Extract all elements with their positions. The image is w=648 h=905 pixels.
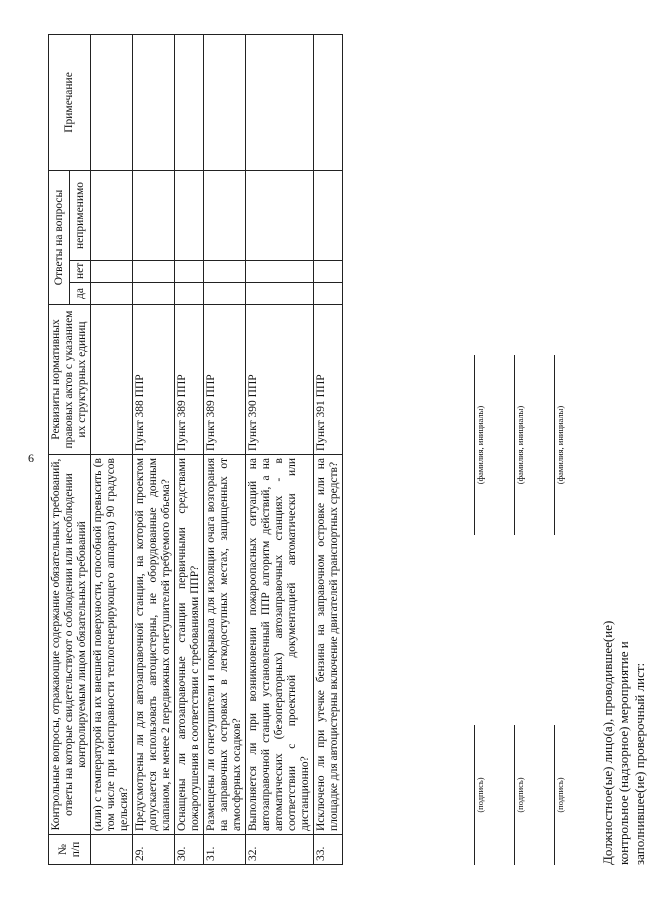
answer-yes-cell[interactable] — [175, 283, 204, 305]
table-header-row — [49, 34, 70, 864]
row-question: Выполняется ли при возникновении пожароопасных ситуаций на автозаправочной станции установленный ППР алгоритм действий, а на автоматических (безоператорных) автозаправочных станциях - в соответствии с проектной документацией автоматически или дистанционно? — [246, 455, 314, 835]
table-row — [133, 34, 175, 864]
row-ref: Пункт 390 ППР — [246, 305, 314, 455]
table-row — [314, 34, 343, 864]
row-num: 30. — [175, 835, 204, 865]
header-note: Примечание — [49, 34, 91, 170]
answer-no-cell[interactable] — [246, 261, 314, 283]
row-question: Исключено ли при утечке бензина на заправочном островке или на площадке для автоцистерны включение двигателей транспортных средств? — [314, 455, 343, 835]
name-label: (фамилия, инициалы) — [514, 355, 525, 535]
header-na: неприменимо — [70, 170, 91, 260]
note-cell[interactable] — [204, 34, 246, 170]
table-row — [91, 34, 133, 864]
note-cell[interactable] — [133, 34, 175, 170]
signature-label: (подпись) — [514, 725, 525, 865]
answer-yes-cell[interactable] — [91, 283, 133, 305]
header-requisites: Реквизиты нормативных правовых актов с указанием их структурных единиц — [49, 305, 91, 455]
header-yes: да — [70, 283, 91, 305]
answer-no-cell[interactable] — [314, 261, 343, 283]
row-num: 29. — [133, 835, 175, 865]
signature-label: (подпись) — [554, 725, 565, 865]
row-question: Оснащены ли автозаправочные станции первичными средствами пожаротушения в соответствии с требованиями ППР? — [175, 455, 204, 835]
answer-yes-cell[interactable] — [133, 283, 175, 305]
note-cell[interactable] — [175, 34, 204, 170]
answer-no-cell[interactable] — [175, 261, 204, 283]
answer-yes-cell[interactable] — [314, 283, 343, 305]
row-question: Предусмотрены ли для автозаправочной станции, на которой проектом допускается использовать автоцистерны, не оборудованные донным клапаном, не менее 2 передвижных огнетушителей требуемого объема? — [133, 455, 175, 835]
row-question: (или) с температурой на их внешней поверхности, способной превысить (в том числе при неисправности теплогенерирующего аппарата) 90 градусов цельсия? — [91, 455, 133, 835]
row-question: Размещены ли огнетушители и покрывала для изоляции очага возгорания на заправочных островках в легкодоступных местах, защищенных от атмосферных осадков? — [204, 455, 246, 835]
name-label: (фамилия, инициалы) — [474, 355, 485, 535]
row-num — [91, 835, 133, 865]
row-ref: Пункт 391 ППР — [314, 305, 343, 455]
answer-na-cell[interactable] — [246, 170, 314, 260]
table-row — [246, 34, 314, 864]
answer-na-cell[interactable] — [204, 170, 246, 260]
answer-no-cell[interactable] — [91, 261, 133, 283]
signature-label: (подпись) — [474, 725, 485, 865]
answer-na-cell[interactable] — [133, 170, 175, 260]
page-number: 6 — [28, 451, 34, 465]
header-no: нет — [70, 261, 91, 283]
row-ref: Пункт 389 ППР — [204, 305, 246, 455]
answer-no-cell[interactable] — [133, 261, 175, 283]
table-row — [175, 34, 204, 864]
note-cell[interactable] — [246, 34, 314, 170]
answer-yes-cell[interactable] — [246, 283, 314, 305]
row-ref — [91, 305, 133, 455]
answer-na-cell[interactable] — [175, 170, 204, 260]
name-label: (фамилия, инициалы) — [554, 355, 565, 535]
header-answers: Ответы на вопросы — [49, 170, 70, 304]
note-cell[interactable] — [314, 34, 343, 170]
answer-no-cell[interactable] — [204, 261, 246, 283]
answer-na-cell[interactable] — [91, 170, 133, 260]
answer-na-cell[interactable] — [314, 170, 343, 260]
rotated-page — [20, 20, 647, 885]
answer-yes-cell[interactable] — [204, 283, 246, 305]
row-num: 33. — [314, 835, 343, 865]
header-question: Контрольные вопросы, отражающие содержание обязательных требований, ответы на которые свидетельствуют о соблюдении или несоблюдении контролируемым лицом обязательных требований — [49, 455, 91, 835]
note-cell[interactable] — [91, 34, 133, 170]
row-ref: Пункт 388 ППР — [133, 305, 175, 455]
checklist-table — [48, 34, 343, 865]
header-num: № п/п — [49, 835, 91, 865]
signature-title: Должностное(ые) лицо(а), проводившее(ие) контрольное (надзорное) мероприятие и заполнившее(ие) проверочный лист: — [600, 620, 647, 865]
row-num: 31. — [204, 835, 246, 865]
row-ref: Пункт 389 ППР — [175, 305, 204, 455]
table-row — [204, 34, 246, 864]
row-num: 32. — [246, 835, 314, 865]
